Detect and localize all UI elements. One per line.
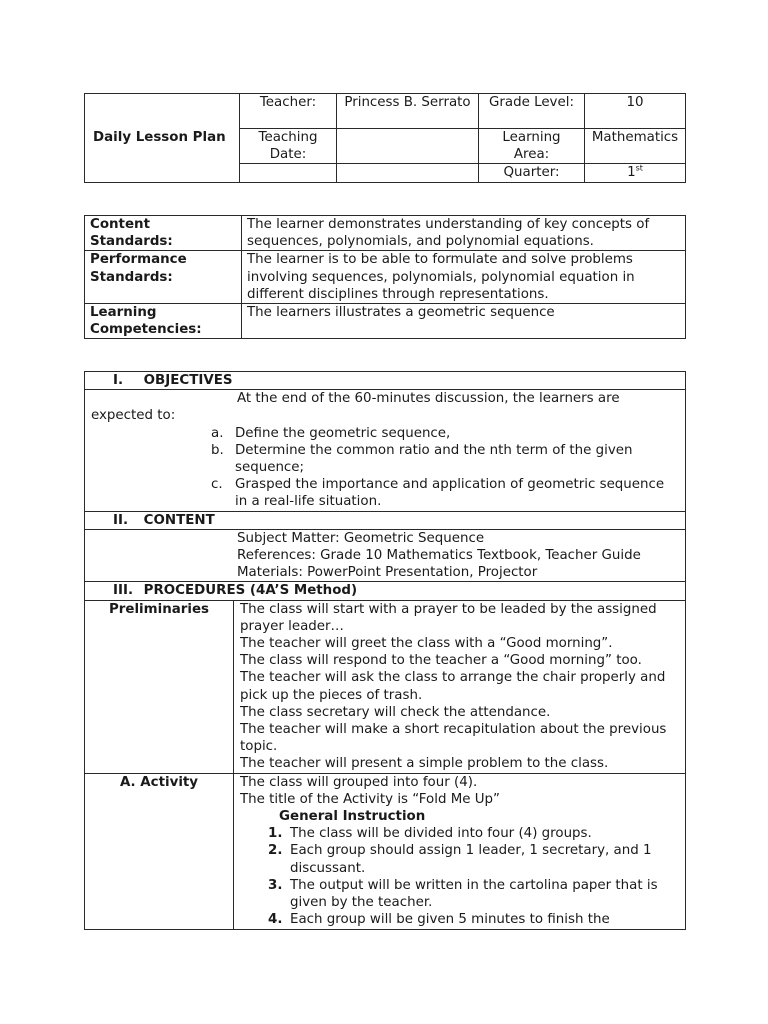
list-item: 1. The class will be divided into four (4) groups. xyxy=(268,826,592,842)
learning-area-value: Mathematics xyxy=(585,129,686,164)
content-body xyxy=(85,529,686,582)
blank-cell xyxy=(337,164,479,182)
content-standards-label: Content Standards: xyxy=(85,216,242,251)
preliminaries-label: Preliminaries xyxy=(85,600,234,773)
quarter-number: 1 xyxy=(627,165,636,181)
section-number: I. xyxy=(113,373,124,388)
section-title: CONTENT xyxy=(143,512,215,528)
list-item: The teacher will present a simple problem to the class. xyxy=(240,756,609,772)
teaching-date-value xyxy=(337,129,479,164)
content-heading xyxy=(85,511,686,529)
teaching-date-label: Teaching Date: xyxy=(240,129,337,164)
objectives-body xyxy=(85,390,686,511)
section-number: III. xyxy=(113,583,134,599)
quarter-value xyxy=(585,164,686,182)
learning-competencies-text: The learners illustrates a geometric sequence xyxy=(242,304,686,339)
activity-line: The title of the Activity is “Fold Me Up” xyxy=(240,791,500,807)
references: References: Grade 10 Mathematics Textbook, Teacher Guide xyxy=(237,548,641,564)
list-item: c. Grasped the importance and application of geometric sequence in a real-life situation. xyxy=(211,477,665,510)
section-title: OBJECTIVES xyxy=(143,373,233,388)
materials: Materials: PowerPoint Presentation, Projector xyxy=(237,565,538,581)
content-standards-text: The learner demonstrates understanding of key concepts of sequences, polynomials, and polynomial equations. xyxy=(242,216,686,251)
list-item: The teacher will greet the class with a “Good morning”. xyxy=(240,636,613,652)
list-item: The teacher will make a short recapitulation about the previous topic. xyxy=(240,722,667,755)
list-item: a. Define the geometric sequence, xyxy=(211,425,451,441)
activity-label: A. Activity xyxy=(85,773,234,929)
performance-standards-text: The learner is to be able to formulate and solve problems involving sequences, polynomials, polynomial equation in different disciplines through representations. xyxy=(242,251,686,304)
activity-body xyxy=(234,773,686,929)
list-item: The class secretary will check the attendance. xyxy=(240,704,551,720)
teacher-value: Princess B. Serrato xyxy=(337,94,479,129)
teacher-label: Teacher: xyxy=(240,94,337,129)
list-item: b. Determine the common ratio and the nth term of the given sequence; xyxy=(211,442,633,476)
general-instruction-heading: General Instruction xyxy=(279,809,426,825)
procedures-heading xyxy=(85,582,686,600)
list-item: 3. The output will be written in the cartolina paper that is given by the teacher. xyxy=(268,877,658,911)
list-item: 4. Each group will be given 5 minutes to finish the xyxy=(268,912,610,928)
subject-matter: Subject Matter: Geometric Sequence xyxy=(237,530,485,546)
standards-table xyxy=(84,215,686,339)
section-title: PROCEDURES (4A’S Method) xyxy=(143,583,358,599)
objectives-intro-cont: expected to: xyxy=(91,408,176,424)
blank-cell xyxy=(240,164,337,182)
objectives-list xyxy=(91,425,679,511)
quarter-suffix: st xyxy=(635,163,643,173)
objectives-intro: At the end of the 60-minutes discussion, the learners are xyxy=(237,391,620,407)
list-item: The class will start with a prayer to be leaded by the assigned prayer leader… xyxy=(240,601,657,634)
activity-line: The class will grouped into four (4). xyxy=(240,774,478,790)
learning-competencies-label: Learning Competencies: xyxy=(85,304,242,339)
list-item: The class will respond to the teacher a “Good morning” too. xyxy=(240,653,642,669)
performance-standards-label: Performance Standards: xyxy=(85,251,242,304)
preliminaries-body xyxy=(234,600,686,773)
grade-level-value: 10 xyxy=(585,94,686,129)
header-table xyxy=(84,93,686,183)
learning-area-label: Learning Area: xyxy=(479,129,585,164)
lesson-procedure-table xyxy=(84,371,686,930)
document-title: Daily Lesson Plan xyxy=(85,94,240,183)
objectives-heading xyxy=(85,372,686,390)
list-item: 2. Each group should assign 1 leader, 1 secretary, and 1 discussant. xyxy=(268,843,652,876)
section-number: II. xyxy=(113,512,129,528)
list-item: The teacher will ask the class to arrange the chair properly and pick up the pieces of trash. xyxy=(240,670,666,703)
instructions-list xyxy=(240,825,679,928)
quarter-label: Quarter: xyxy=(479,164,585,182)
grade-level-label: Grade Level: xyxy=(479,94,585,129)
